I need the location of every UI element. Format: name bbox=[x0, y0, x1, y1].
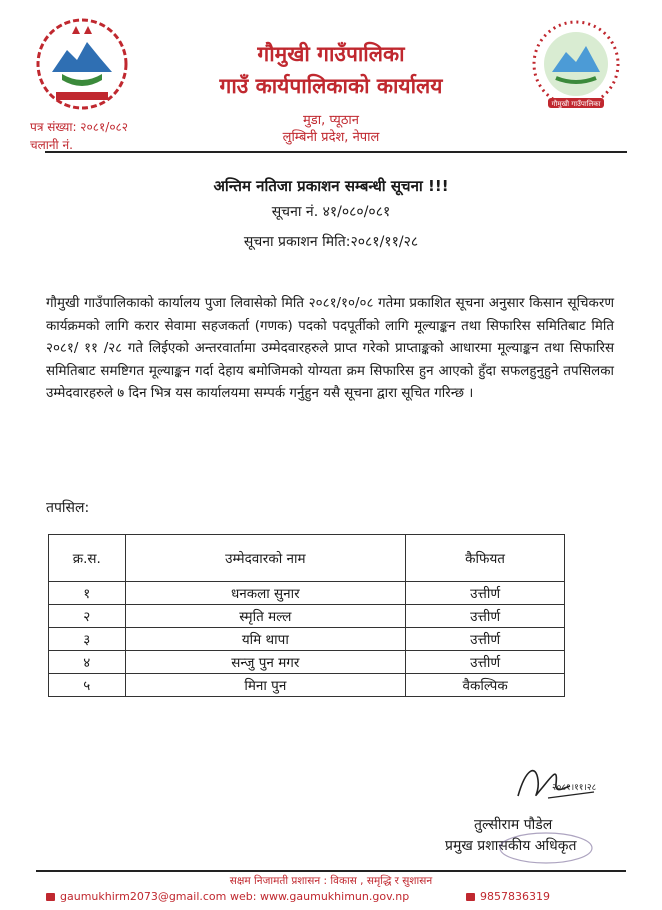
cell-name: धनकला सुनार bbox=[125, 582, 406, 605]
phone-text: 9857836319 bbox=[480, 890, 550, 903]
header-serial: क्र.स. bbox=[49, 535, 126, 582]
svg-text:२०८१।११।२८: २०८१।११।२८ bbox=[552, 783, 597, 793]
table-row bbox=[49, 651, 565, 674]
cell-serial: ४ bbox=[49, 651, 126, 674]
cell-remarks: उत्तीर्ण bbox=[406, 651, 565, 674]
signatory-name: तुल्सीराम पौडेल bbox=[474, 817, 553, 833]
table-row bbox=[49, 605, 565, 628]
header-candidate-name: उम्मेदवारको नाम bbox=[125, 535, 406, 582]
footer-phone[interactable] bbox=[466, 890, 550, 903]
cell-serial: १ bbox=[49, 582, 126, 605]
email-icon bbox=[46, 893, 55, 901]
cell-remarks: वैकल्पिक bbox=[406, 674, 565, 697]
cell-serial: ३ bbox=[49, 628, 126, 651]
notice-body: गौमुखी गाउँपालिकाको कार्यालय पुजा लिवासेको मिति २०८१/१०/०८ गतेमा प्रकाशित सूचना अनुसार किसान सूचिकरण कार्यक्रमको लागि करार सेवामा सहजकर्ता (गणक) पदको पदपूर्तीको लागि मूल्याङ्कन तथा सिफारिस समितिबाट मिति २०८१/ ११ /२८ गते लिईएको अन्तरवार्तामा उम्मेदवारहरुले प्राप्त गरेको प्राप्ताङ्कको आधारमा मूल्याङ्कन तथा सिफारिस समितिबाट समष्टिगत मूल्याङ्कन गर्दा देहाय बमोजिमको योग्यता क्रम सिफारिस हुन आएको हुँदा सफलहुनुहुने तपसिलका उम्मेदवारहरुले ७ दिन भित्र यस कार्यालयमा सम्पर्क गर्नुहुन यसै सूचना द्वारा सूचित गरिन्छ । bbox=[46, 296, 614, 401]
office-stamp bbox=[496, 830, 596, 866]
results-table bbox=[48, 534, 565, 697]
cell-serial: ५ bbox=[49, 674, 126, 697]
address-line-1: मुडा, प्यूठान bbox=[303, 113, 359, 128]
office-name: गाउँ कार्यपालिकाको कार्यालय bbox=[219, 74, 443, 98]
dispatch-number: चलानी नं. bbox=[30, 138, 73, 152]
footer-motto: सक्षम निजामती प्रशासन : विकास , समृद्धि र सुशासन bbox=[229, 875, 433, 887]
address-line-2: लुम्बिनी प्रदेश, नेपाल bbox=[282, 130, 380, 145]
header-remarks: कैफियत bbox=[406, 535, 565, 582]
cell-name: यमि थापा bbox=[125, 628, 406, 651]
tapasil-label: तपसिल: bbox=[46, 500, 90, 516]
cell-remarks: उत्तीर्ण bbox=[406, 582, 565, 605]
handwritten-signature bbox=[508, 758, 598, 808]
signatory-designation: प्रमुख प्रशासकीय अधिकृत bbox=[445, 838, 577, 854]
footer-email[interactable] bbox=[46, 890, 226, 903]
cell-name: सन्जु पुन मगर bbox=[125, 651, 406, 674]
cell-serial: २ bbox=[49, 605, 126, 628]
org-name: गौमुखी गाउँपालिका bbox=[257, 42, 405, 66]
table-header-row bbox=[49, 535, 565, 582]
svg-text:गौमुखी गाउँपालिका: गौमुखी गाउँपालिका bbox=[551, 100, 601, 108]
table-row bbox=[49, 674, 565, 697]
phone-icon bbox=[466, 893, 475, 901]
cell-remarks: उत्तीर्ण bbox=[406, 628, 565, 651]
reference-number: पत्र संख्या: २०८१/०८२ bbox=[30, 120, 129, 134]
publish-date: सूचना प्रकाशन मिति:२०८१/११/२८ bbox=[243, 234, 419, 250]
table-row bbox=[49, 628, 565, 651]
table-row bbox=[49, 582, 565, 605]
footer-divider bbox=[36, 870, 626, 872]
notice-number: सूचना नं. ४१/०८०/०८१ bbox=[271, 204, 391, 220]
header-divider bbox=[45, 151, 627, 153]
cell-name: स्मृति मल्ल bbox=[125, 605, 406, 628]
notice-title: अन्तिम नतिजा प्रकाशन सम्बन्धी सूचना !!! bbox=[213, 177, 449, 195]
cell-remarks: उत्तीर्ण bbox=[406, 605, 565, 628]
footer-website[interactable]: web: www.gaumukhimun.gov.np bbox=[230, 890, 410, 903]
email-text: gaumukhirm2073@gmail.com bbox=[60, 890, 227, 903]
cell-name: मिना पुन bbox=[125, 674, 406, 697]
